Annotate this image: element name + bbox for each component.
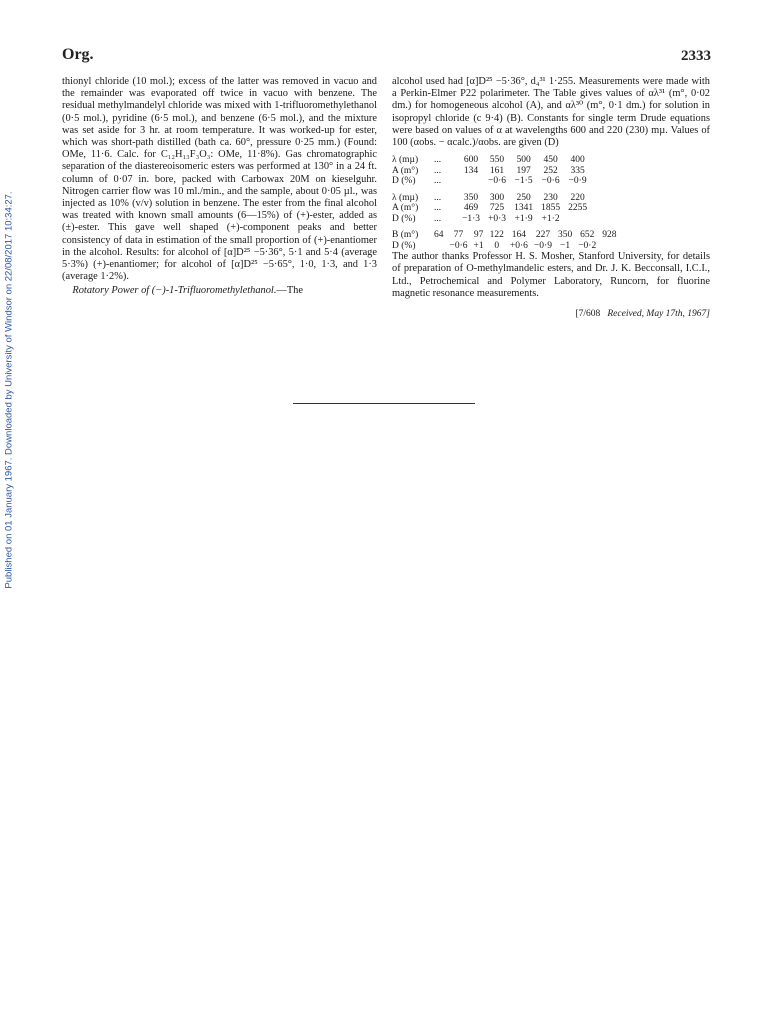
table-cell: 122 [489,230,504,241]
table-cell: 164 [511,230,527,241]
table-cell: +1·2 [541,213,560,224]
table-cell: 161 [489,165,505,176]
table-cell: 197 [516,165,531,176]
table-cell: 335 [570,165,585,176]
table-cell: −0·9 [533,240,552,251]
table-row [392,176,591,187]
table-cell: 400 [570,155,585,166]
row-label: D (%) [392,240,416,251]
table-row [392,155,591,166]
table-cell: −0·6 [488,176,507,187]
row-label: D (%) [392,176,416,187]
table-cell: 64 [434,230,444,241]
page-number: 2333 [681,48,711,64]
table-row [392,241,619,252]
table-cell: 725 [489,203,505,214]
row-label: A (m°) [392,165,419,176]
table-row [392,214,591,225]
table-cell: 350 [463,192,479,203]
row-label: λ (mµ) [392,192,419,203]
table-row [392,203,591,214]
table-cell: −1 [560,240,571,251]
table-cell: 450 [543,155,558,166]
table-cell: 227 [535,230,551,241]
table-cell: 652 [580,230,595,241]
table-cell: 134 [463,165,479,176]
row-label: B (m°) [392,230,419,241]
table-cell: 252 [543,165,558,176]
table-row [392,230,619,241]
table-row [392,166,591,177]
table-cell: 500 [516,155,531,166]
end-rule [293,403,475,404]
row-label: λ (mµ) [392,155,419,166]
left-paragraph-1: thionyl chloride (10 mol.); excess of the latter was removed in vacuo and the remainder was evaporated off twice in vacuo with benzene. The residual methylmandelyl chloride was mixed with 1-trifluoromethylethanol (0·5 mol.), pyridine (6·5 mol.), and benzene (6·5 mol.), and the mixture was set aside for 3 hr. at room temperature. It was worked-up for ester, which was short-path distilled (bath ca. 60°, pressure 0·25 mm.) (Found: OMe, 11·6. Calc. for C₁₂H₁₃F₃O₃: OMe, 11·8%). Gas chromatographic separation of the diastereoisomeric esters was performed at 130° in a 24 ft. column of 0·07 in. bore, packed with Carbowax 20M on kieselguhr. Nitrogen carrier flow was 10 ml./min., and the sample, about 0·05 µl., was injected as 10% (v/v) solution in benzene. The ester from the final alcohol was treated with known small amounts (6—15%) of (+)-ester, added as (±)-ester. This gave well shaped (+)-component peaks and better consistency of data in estimation of the small proportion of (+)-enantiomer in the alcohol. Results: for alcohol of [α]D²⁵ −5·36°, 5·1 and 5·4 (average 5·3%) (+)-enantiomer; for alcohol of [α]D²⁵ −5·65°, 1·0, 1·3, and 1·3 (average 1·2%). [62,76,377,283]
left-paragraph-2 [62,285,377,297]
table-cell: 250 [516,192,531,203]
row-dots: ... [434,192,442,203]
table-cell: −0·6 [541,176,560,187]
download-watermark-text: Published on 01 January 1967. Downloaded by University of Windsor on 22/08/2017 10:34:27. [3,191,15,589]
row-label: A (m°) [392,203,419,214]
received-date: Received, May 17th, 1967] [607,309,710,320]
table-cell [431,241,447,252]
table-cell: 1855 [541,203,561,214]
table-cell: −1·5 [514,176,533,187]
table-cell: −0·6 [449,240,468,251]
table-cell: 1341 [514,203,534,214]
row-dots: ... [434,176,442,187]
row-dots: ... [434,155,442,166]
right-column [392,76,710,320]
row-dots: ... [434,213,442,224]
table-cell: 600 [463,155,479,166]
row-label: D (%) [392,213,416,224]
table-cell [599,241,619,252]
table-cell: +1·9 [514,213,533,224]
received-note [392,308,710,320]
table-solution-b [392,230,619,251]
table-cell: −0·2 [578,240,597,251]
table-cell: 2255 [568,203,588,214]
table-cell: +1 [473,240,484,251]
row-dots: ... [434,203,442,214]
table-cell: 220 [570,192,585,203]
table-cell: −1·3 [462,213,481,224]
table-cell: 350 [557,230,573,241]
reference-number: [7/608 [575,309,601,320]
table-cell: +0·6 [509,240,528,251]
row-dots: ... [434,165,442,176]
table-cell: 550 [489,155,505,166]
table-cell: +0·3 [488,213,507,224]
section-tail: —The [276,285,303,297]
download-watermark [3,170,15,610]
table-cell: 300 [489,192,505,203]
right-paragraph-1: alcohol used had [α]D²⁵ −5·36°, d₄³¹ 1·255. Measurements were made with a Perkin-Elmer P22 polarimeter. The Table gives values of αλ³¹ (m°, 0·02 dm.) for homogeneous alcohol (A), and αλ³⁰ (m°, 0·1 dm.) for solution in isopropyl chloride (c 9·4) (B). Constants for single term Drude equations were based on values of α at wavelengths 600 and 220 (230) mµ. Values of 100 (αobs. − αcalc.)/αobs. are given (D) [392,76,710,149]
table-cell: 469 [463,203,479,214]
table-cell: 97 [473,230,484,241]
table-cell: 928 [602,230,617,241]
table-cell: 77 [453,230,464,241]
left-column [62,76,377,298]
table-cell: 230 [543,192,558,203]
table-cell [564,214,591,225]
table-cell: −0·9 [568,176,587,187]
table-row [392,193,591,204]
journal-name: Org. [62,46,94,63]
table-cell [458,176,484,187]
table-short-wavelengths [392,155,591,224]
table-cell: 0 [494,240,500,251]
acknowledgement: The author thanks Professor H. S. Mosher, Stanford University, for details of preparation of O-methylmandelic esters, and Dr. J. K. Becconsall, I.C.I., Ltd., Petrochemical and Polymer Laboratory, Runcorn, for fluorine magnetic resonance measurements. [392,251,710,299]
section-title: Rotatory Power of (−)-1-Trifluoromethylethanol. [72,285,277,297]
